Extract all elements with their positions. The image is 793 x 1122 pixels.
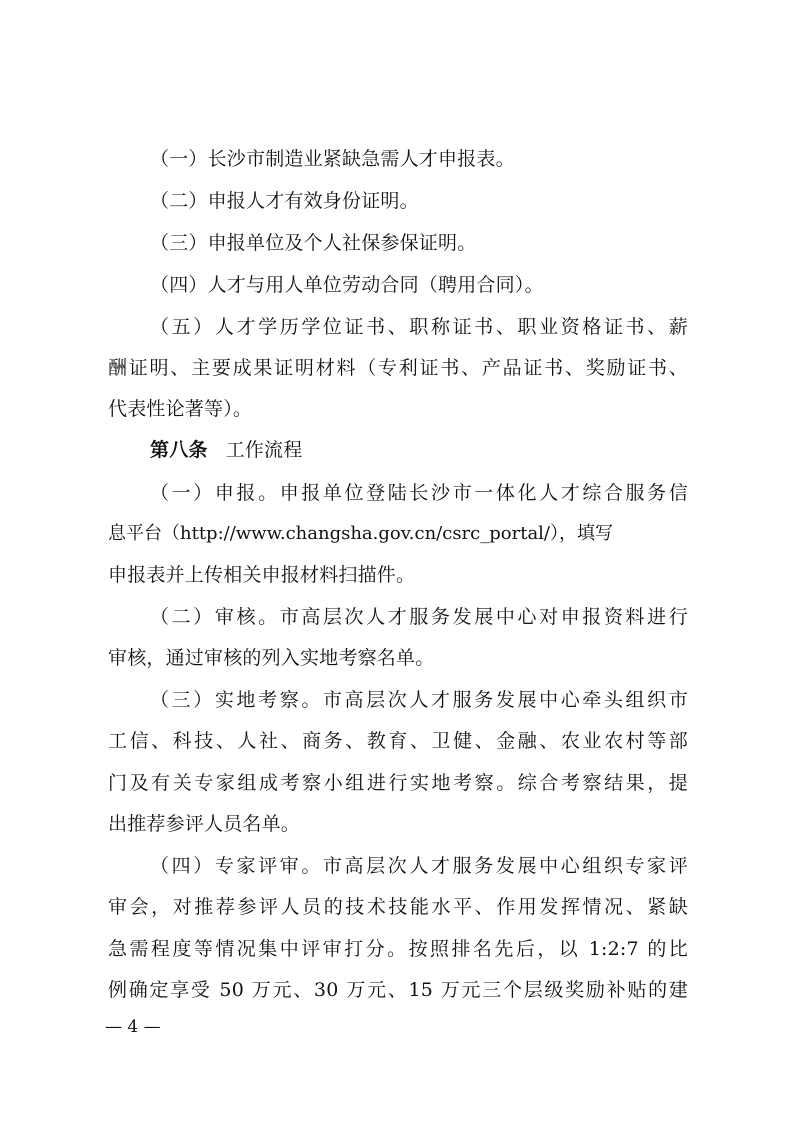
body-line: 申报表并上传相关申报材料扫描件。 <box>108 564 416 586</box>
body-line: （二）审核。市高层次人才服务发展中心对申报资料进行 <box>150 606 688 628</box>
body-line: （二）申报人才有效身份证明。 <box>150 190 419 212</box>
page-number: — 4 — <box>105 1017 161 1037</box>
article-label: 第八条 <box>150 439 208 461</box>
body-line: （四）人才与用人单位劳动合同（聘用合同）。 <box>150 274 544 296</box>
body-line: 审核，通过审核的列入实地考察名单。 <box>108 647 435 669</box>
body-line: （一）申报。申报单位登陆长沙市一体化人才综合服务信 <box>150 482 688 504</box>
body-line: 工信、科技、人社、商务、教育、卫健、金融、农业农村等部 <box>108 730 688 752</box>
body-line: （四）专家评审。市高层次人才服务发展中心组织专家评 <box>150 855 688 877</box>
article-title: 工作流程 <box>225 439 303 461</box>
body-line: 代表性论著等）。 <box>108 398 253 420</box>
body-line: 审会，对推荐参评人员的技术技能水平、作用发挥情况、紧缺 <box>108 896 688 918</box>
body-line: 出推荐参评人员名单。 <box>108 813 301 835</box>
body-line: （三）申报单位及个人社保参保证明。 <box>150 232 477 254</box>
article-heading <box>150 438 730 462</box>
body-line: （五）人才学历学位证书、职称证书、职业资格证书、薪 <box>150 316 688 338</box>
body-line: 门及有关专家组成考察小组进行实地考察。综合考察结果，提 <box>108 772 688 794</box>
body-line: （一）长沙市制造业紧缺急需人才申报表。 <box>150 148 515 170</box>
body-line: （三）实地考察。市高层次人才服务发展中心牵头组织市 <box>150 689 688 711</box>
body-line: 息平台（http://www.changsha.gov.cn/csrc_portal/），填写 <box>108 523 613 544</box>
body-line: 例确定享受 50 万元、30 万元、15 万元三个层级奖励补贴的建 <box>108 979 688 1001</box>
body-line: 酬证明、主要成果证明材料（专利证书、产品证书、奖励证书、 <box>108 357 688 379</box>
body-line: 急需程度等情况集中评审打分。按照排名先后，以 1:2:7 的比 <box>108 938 688 960</box>
